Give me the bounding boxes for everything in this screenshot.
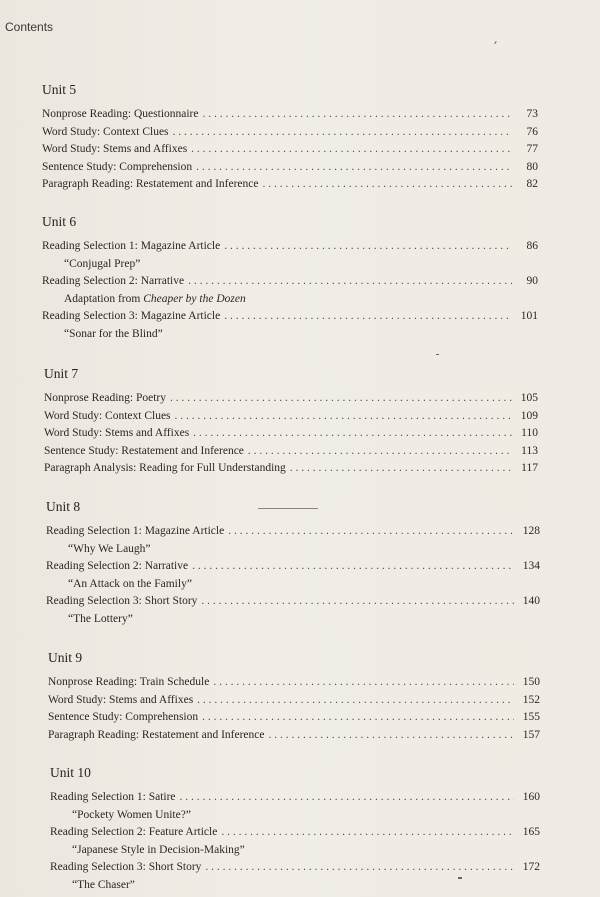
entry-page: 157 [522, 728, 540, 741]
toc-entry [46, 558, 540, 576]
unit-section [44, 364, 538, 478]
entry-page: 160 [522, 791, 540, 803]
leader-dots [170, 390, 512, 408]
running-header: Contents [5, 20, 54, 34]
entry-subtitle: “Why We Laugh” [68, 542, 151, 555]
entry-label: Word Study: Context Clues [44, 409, 171, 422]
toc-entry [42, 141, 538, 159]
entry-page: 150 [522, 676, 540, 688]
entry-page: 128 [522, 525, 540, 537]
entry-label: Reading Selection 1: Magazine Article [46, 525, 225, 537]
leader-dots [188, 273, 512, 291]
print-speck [458, 877, 462, 879]
toc-entry [44, 408, 538, 426]
entry-page: 77 [526, 143, 538, 155]
leader-dots [221, 824, 514, 842]
toc-entry [42, 176, 538, 194]
entry-subtitle: “Conjugal Prep” [64, 257, 141, 270]
entry-page: 82 [526, 178, 538, 190]
entry-label: Reading Selection 2: Narrative [46, 560, 189, 572]
entry-label: Word Study: Stems and Affixes [48, 693, 194, 706]
entry-page: 105 [520, 392, 538, 404]
unit-title: Unit 8 [46, 499, 81, 514]
unit-section [50, 763, 540, 894]
entry-label: Word Study: Context Clues [42, 125, 169, 138]
leader-dots [213, 674, 514, 692]
leader-dots [192, 558, 514, 576]
toc-entry [46, 593, 540, 611]
leader-dots [191, 141, 512, 159]
leader-dots [224, 308, 512, 326]
entry-page: 110 [521, 427, 538, 439]
entry-subtitle: “An Attack on the Family” [68, 577, 192, 590]
entry-label: Nonprose Reading: Questionnaire [42, 108, 199, 120]
leader-dots [290, 460, 512, 478]
entry-page: 109 [520, 409, 538, 422]
entry-subtitle: “The Chaser” [72, 878, 135, 891]
entry-subtitle: “Sonar for the Blind” [64, 327, 163, 340]
leader-dots [228, 523, 514, 541]
print-speck [436, 354, 439, 355]
entry-label: Word Study: Stems and Affixes [42, 143, 188, 155]
leader-dots [196, 159, 512, 177]
book-title: Cheaper by the Dozen [143, 292, 246, 305]
leader-dots [269, 727, 515, 745]
entry-label: Reading Selection 1: Satire [50, 791, 176, 803]
entry-label: Paragraph Reading: Restatement and Inference [48, 728, 265, 741]
unit-section [48, 648, 540, 744]
subtitle-prefix: Adaptation from [64, 292, 144, 305]
unit-title: Unit 5 [42, 82, 77, 97]
leader-dots [197, 692, 514, 710]
entry-page: 90 [526, 275, 538, 287]
entry-subtitle: “Japanese Style in Decision-Making” [72, 843, 245, 856]
leader-dots [173, 124, 512, 142]
leader-dots [175, 408, 512, 426]
entry-page: 165 [522, 826, 540, 838]
entry-page: 172 [522, 861, 540, 873]
entry-subtitle: “The Lottery” [68, 612, 133, 625]
leader-dots [205, 859, 514, 877]
entry-label: Sentence Study: Comprehension [48, 711, 199, 723]
leader-dots [202, 709, 514, 727]
toc-entry [44, 460, 538, 478]
toc-entry [48, 674, 540, 692]
toc-entry [48, 727, 540, 745]
entry-label: Reading Selection 3: Magazine Article [42, 310, 221, 322]
leader-dots [224, 238, 512, 256]
toc-entry [50, 859, 540, 877]
entry-label: Paragraph Reading: Restatement and Inference [42, 178, 259, 190]
entry-label: Reading Selection 3: Short Story [50, 861, 202, 873]
entry-page: 80 [526, 160, 538, 173]
entry-label: Reading Selection 2: Narrative [42, 275, 185, 287]
entry-label: Nonprose Reading: Poetry [44, 392, 167, 404]
entry-label: Reading Selection 2: Feature Article [50, 826, 218, 838]
entry-label: Reading Selection 3: Short Story [46, 595, 198, 607]
toc-entry [44, 443, 538, 461]
entry-label: Paragraph Analysis: Reading for Full Understanding [44, 462, 286, 474]
entry-page: 73 [526, 108, 538, 120]
toc-entry [50, 824, 540, 842]
unit-title: Unit 10 [50, 765, 91, 780]
entry-page: 140 [522, 595, 540, 607]
entry-label: Sentence Study: Comprehension [42, 160, 193, 173]
leader-dots [203, 106, 513, 124]
entry-label: Reading Selection 1: Magazine Article [42, 240, 221, 252]
print-speck [494, 41, 496, 44]
leader-dots [180, 789, 514, 807]
toc-entry [48, 692, 540, 710]
leader-dots [248, 443, 512, 461]
toc-entry [44, 390, 538, 408]
entry-subtitle: “Pockety Women Unite?” [72, 808, 191, 821]
entry-page: 113 [521, 444, 538, 457]
entry-page: 152 [522, 693, 540, 706]
toc-entry [46, 523, 540, 541]
unit-title: Unit 7 [44, 366, 79, 381]
leader-dots [193, 425, 512, 443]
unit-title: Unit 9 [48, 650, 83, 665]
leader-dots [201, 593, 514, 611]
entry-page: 134 [522, 560, 540, 572]
entry-page: 117 [521, 462, 538, 474]
unit-section [46, 497, 540, 628]
toc-entry [42, 106, 538, 124]
toc-entry [42, 159, 538, 177]
entry-page: 101 [520, 310, 538, 322]
toc-entry [48, 709, 540, 727]
entry-page: 86 [526, 240, 538, 252]
unit-section [42, 80, 538, 194]
toc-entry [42, 124, 538, 142]
entry-label: Sentence Study: Restatement and Inference [44, 444, 244, 457]
entry-subtitle [42, 291, 538, 309]
unit-title: Unit 6 [42, 214, 77, 229]
entry-label: Nonprose Reading: Train Schedule [48, 676, 210, 688]
toc-entry [42, 238, 538, 256]
unit-section [42, 212, 538, 343]
entry-page: 76 [526, 125, 538, 138]
toc-entry [42, 273, 538, 291]
toc-entry [50, 789, 540, 807]
toc-entry [42, 308, 538, 326]
entry-page: 155 [522, 711, 540, 723]
leader-dots [263, 176, 513, 194]
entry-label: Word Study: Stems and Affixes [44, 427, 190, 439]
toc-entry [44, 425, 538, 443]
